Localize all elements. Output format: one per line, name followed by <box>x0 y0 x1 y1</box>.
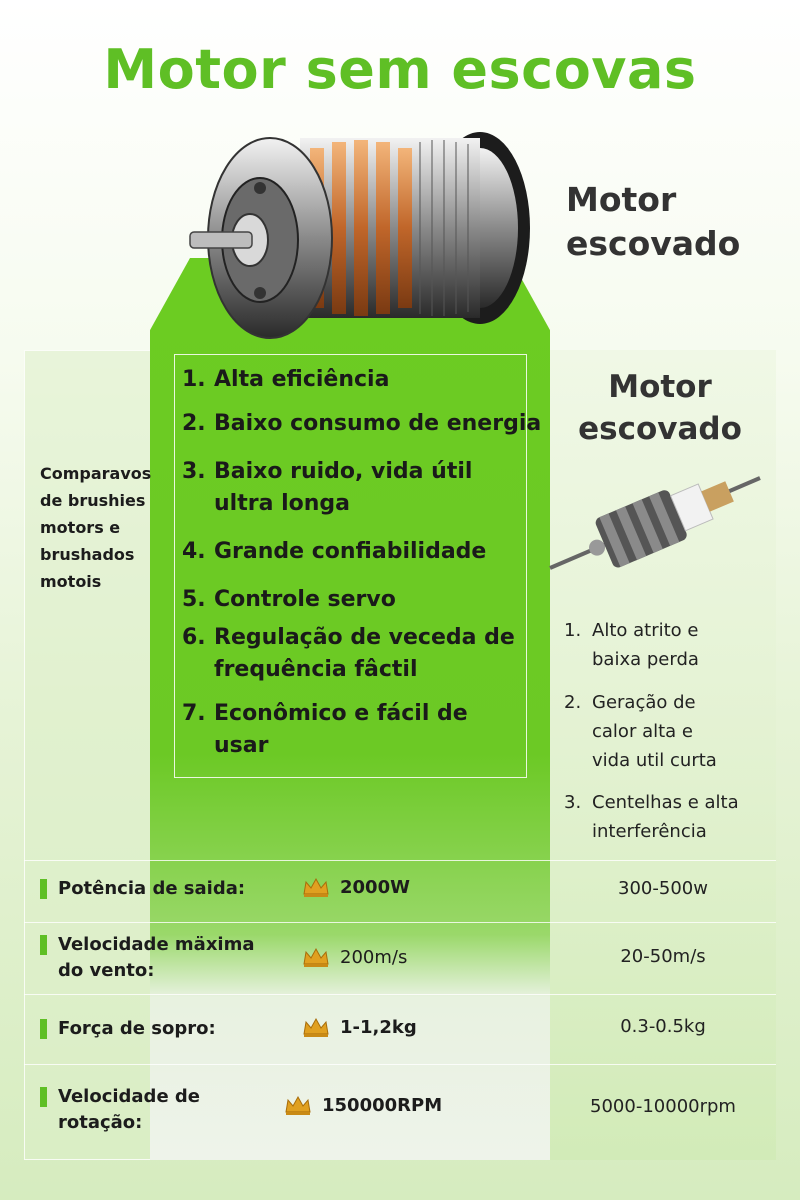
brushless-feature-6 <box>182 622 515 686</box>
spec-label-line: rotação: <box>58 1112 143 1133</box>
spec-brushless-blow-force <box>302 1016 417 1038</box>
spec-value: 150000RPM <box>322 1094 443 1116</box>
spec-label-text: Potência de saida: <box>58 878 246 899</box>
spec-label-text <box>58 932 255 984</box>
spec-brushless-wind-speed <box>302 946 407 968</box>
feature-text: Baixo consumo de energia <box>214 411 542 436</box>
spec-label-line: do vento: <box>58 960 155 981</box>
brushed-motor-image <box>540 458 770 578</box>
spec-label-blow-force <box>40 1016 216 1042</box>
feature-number: 7. <box>182 701 206 726</box>
feature-text: Controle servo <box>214 587 396 612</box>
feature-number: 3. <box>182 459 206 484</box>
feature-text <box>592 688 717 775</box>
feature-text-line: usar <box>214 733 269 758</box>
caption-line: brushados <box>40 545 135 564</box>
feature-text-line: interferência <box>592 821 707 842</box>
feature-text-line: Geração de <box>592 692 696 713</box>
brushed-feature-1 <box>564 616 699 674</box>
spec-brushed-blow-force: 0.3-0.5kg <box>620 1016 706 1037</box>
brushed-heading-line: Motor <box>608 369 712 405</box>
comparison-caption <box>40 460 170 595</box>
crown-icon <box>302 876 330 898</box>
feature-text <box>592 788 739 846</box>
feature-number: 6. <box>182 625 206 650</box>
brushed-heading-top <box>566 178 740 266</box>
page-title: Motor sem escovas <box>103 38 697 101</box>
brushed-heading-line: escovado <box>578 411 742 447</box>
feature-number: 1. <box>564 620 582 641</box>
brushless-feature-1 <box>182 364 389 396</box>
table-divider <box>24 922 776 923</box>
spec-value: 1-1,2kg <box>340 1016 417 1038</box>
feature-text <box>214 456 472 520</box>
feature-number: 1. <box>182 367 206 392</box>
feature-text-line: Baixo ruido, vida útil <box>214 459 473 484</box>
caption-line: Comparavos <box>40 464 152 483</box>
brushless-motor-image <box>180 118 540 348</box>
brushed-heading-right <box>560 366 760 450</box>
feature-text <box>214 698 468 762</box>
spec-brushless-power <box>302 876 410 898</box>
feature-text-line: frequência fâctil <box>214 657 418 682</box>
brushed-feature-2 <box>564 688 717 775</box>
feature-number: 5. <box>182 587 206 612</box>
table-divider <box>24 860 776 861</box>
feature-text-line: Centelhas e alta <box>592 792 739 813</box>
brushed-heading-line: escovado <box>566 224 741 263</box>
feature-text <box>592 616 699 674</box>
feature-number: 3. <box>564 792 582 813</box>
feature-number: 4. <box>182 539 206 564</box>
brushed-heading-line: Motor <box>566 180 677 219</box>
feature-text-line: baixa perda <box>592 649 699 670</box>
feature-text-line: calor alta e <box>592 721 693 742</box>
feature-number: 2. <box>182 411 206 436</box>
crown-icon <box>302 946 330 968</box>
spec-label-line: Velocidade de <box>58 1086 201 1107</box>
brushed-feature-3 <box>564 788 739 846</box>
green-bar-marker <box>40 1019 47 1039</box>
green-bar-marker <box>40 879 47 899</box>
feature-text-line: vida util curta <box>592 750 717 771</box>
brushless-feature-3 <box>182 456 472 520</box>
caption-line: de brushies <box>40 491 146 510</box>
spec-brushed-wind-speed: 20-50m/s <box>620 946 706 967</box>
caption-line: motois <box>40 572 102 591</box>
feature-text: Grande confiabilidade <box>214 539 487 564</box>
brushless-feature-4 <box>182 536 486 568</box>
spec-label-line: Velocidade mäxima <box>58 934 255 955</box>
green-bar-marker <box>40 935 47 955</box>
crown-icon <box>302 1016 330 1038</box>
spec-label-power <box>40 876 245 902</box>
spec-brushed-rotation-speed: 5000-10000rpm <box>590 1096 736 1117</box>
feature-text-line: Regulação de veceda de <box>214 625 515 650</box>
feature-text-line: Alto atrito e <box>592 620 699 641</box>
spec-brushed-power: 300-500w <box>618 878 708 899</box>
crown-icon <box>284 1094 312 1116</box>
table-divider <box>24 1064 776 1065</box>
feature-text-line: ultra longa <box>214 491 350 516</box>
brushless-feature-5 <box>182 584 396 616</box>
caption-line: motors e <box>40 518 121 537</box>
brushless-feature-2 <box>182 408 541 440</box>
feature-text <box>214 622 515 686</box>
spec-label-text <box>58 1084 200 1136</box>
brushless-feature-7 <box>182 698 468 762</box>
table-divider <box>24 994 776 995</box>
spec-label-wind-speed <box>40 932 255 984</box>
spec-label-rotation-speed <box>40 1084 200 1136</box>
feature-text: Alta eficiência <box>214 367 390 392</box>
spec-value: 200m/s <box>340 946 408 968</box>
spec-brushless-rotation-speed <box>284 1094 442 1116</box>
spec-label-text: Força de sopro: <box>58 1018 216 1039</box>
spec-value: 2000W <box>340 876 410 898</box>
green-bar-marker <box>40 1087 47 1107</box>
feature-number: 2. <box>564 692 582 713</box>
feature-text-line: Econômico e fácil de <box>214 701 468 726</box>
